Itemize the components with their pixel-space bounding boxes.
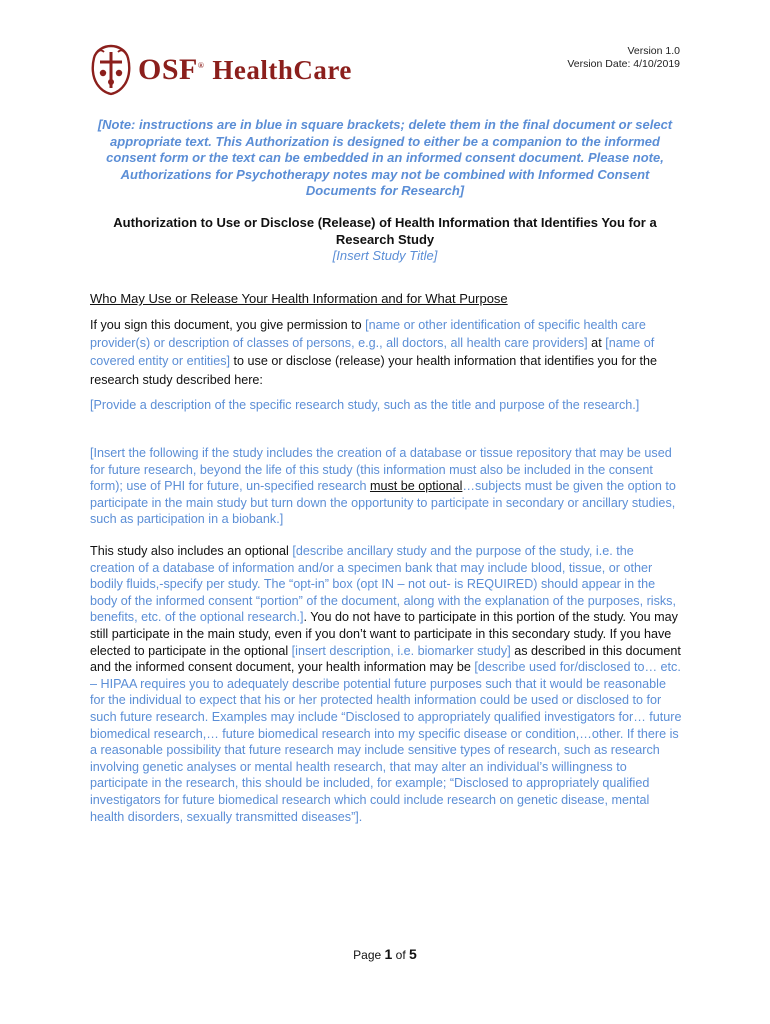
section-heading: Who May Use or Release Your Health Information and for What Purpose	[90, 291, 508, 306]
p1-instruction-provider: [name or other identification of specific health care provider(s) or description of classes of persons, e.g., all doctors, all health care providers]	[90, 318, 646, 351]
paragraph-optional-study	[90, 543, 682, 825]
paragraph-study-description: [Provide a description of the specific research study, such as the title and purpose of the research.]	[90, 398, 640, 412]
p4-text-2: . You do not have to participate in this portion of the study. You may still participate in the main study, even if you don’t want to participate in this secondary study. If you have elected to participate in the optional	[90, 610, 678, 658]
brand-prefix: OSF	[138, 53, 198, 86]
footer-of-label: of	[392, 948, 410, 962]
p4-instruction-future-use: [describe used for/disclosed to… etc. – HIPAA requires you to adequately describe potential future purposes such that it would be reasonable for the individual to expect that his or her protected health information could be used or disclosed to for such future research. Examples may include “Disclosed to appropriately qualified investigators for… future biomedical research,… future biomedical research into my specific disease or condition,…other. If there is a reasonable possibility that future research may include sensitive types of research, such as research involving genetic analyses or mental health research, that may alter an individual’s willingness to participate in the research, this should be included, for example; “Disclosed to appropriately qualified investigators for future biomedical research which could include research on genetic disease, mental health disorders, sexually transmitted diseases”].	[90, 660, 682, 824]
footer-page-number: 1	[384, 946, 393, 962]
footer-page-total: 5	[409, 946, 417, 962]
p4-text-3: as described in this document and the informed consent document, your health information may be	[90, 643, 681, 675]
p1-text-2: at	[587, 336, 606, 351]
version-date: Version Date: 4/10/2019	[567, 58, 680, 70]
page-footer	[0, 946, 770, 962]
instruction-note: [Note: instructions are in blue in square brackets; delete them in the final document or select appropriate text. This Authorization is designed to either be a companion to the informed consent form or the text can be embedded in an informed consent document. Please note, Authorizations for Psychotherapy notes may not be combined with Informed Consent Documents for Research]	[97, 117, 673, 199]
p4-instruction-ancillary: [describe ancillary study and the purpose of the study, i.e. the creation of a database of information and/or a specimen bank that may include blood, tissue, or other bodily fluids,-specify per study. The “opt-in” box (opt IN – not out- is REQUIRED) should appear in the body of the informed consent “portion” of the document, along with the explanation of the purposes, risks, benefits, etc. of the optional research.]	[90, 544, 676, 625]
osf-logo	[90, 44, 352, 96]
paragraph-database-instruction	[90, 445, 682, 528]
p1-instruction-entity: [name of covered entity or entities]	[90, 336, 655, 369]
document-title	[90, 215, 680, 265]
p4-text-1: This study also includes an optional	[90, 544, 293, 558]
brand-suffix: HealthCare	[212, 55, 352, 85]
title-main: Authorization to Use or Disclose (Release) of Health Information that Identifies You for a Research Study	[113, 215, 657, 247]
p3-text-b: …subjects must be given the option to participate in the main study but turn down the opportunity to participate in secondary or ancillary studies, such as participation in a biobank.]	[90, 479, 676, 527]
study-title-placeholder: [Insert Study Title]	[332, 248, 438, 264]
p4-instruction-description: [insert description, i.e. biomarker study]	[291, 643, 511, 658]
p1-text-1: If you sign this document, you give permission to	[90, 318, 366, 332]
osf-crest-icon	[90, 44, 132, 96]
paragraph-permission	[90, 316, 682, 389]
brand-name: OSF® HealthCare	[138, 53, 352, 86]
version-number: Version 1.0	[627, 45, 680, 57]
footer-page-label: Page	[353, 948, 385, 962]
p3-text-a: [Insert the following if the study includes the creation of a database or tissue repository that may be used for future research, beyond the life of this study (this information must also be included in the consent form); use of PHI for future, un-specified research	[90, 446, 672, 494]
version-block	[567, 45, 680, 71]
p3-underlined-optional: must be optional	[369, 479, 463, 494]
p1-text-3: to use or disclose (release) your health information that identifies you for the research study described here:	[90, 354, 658, 387]
